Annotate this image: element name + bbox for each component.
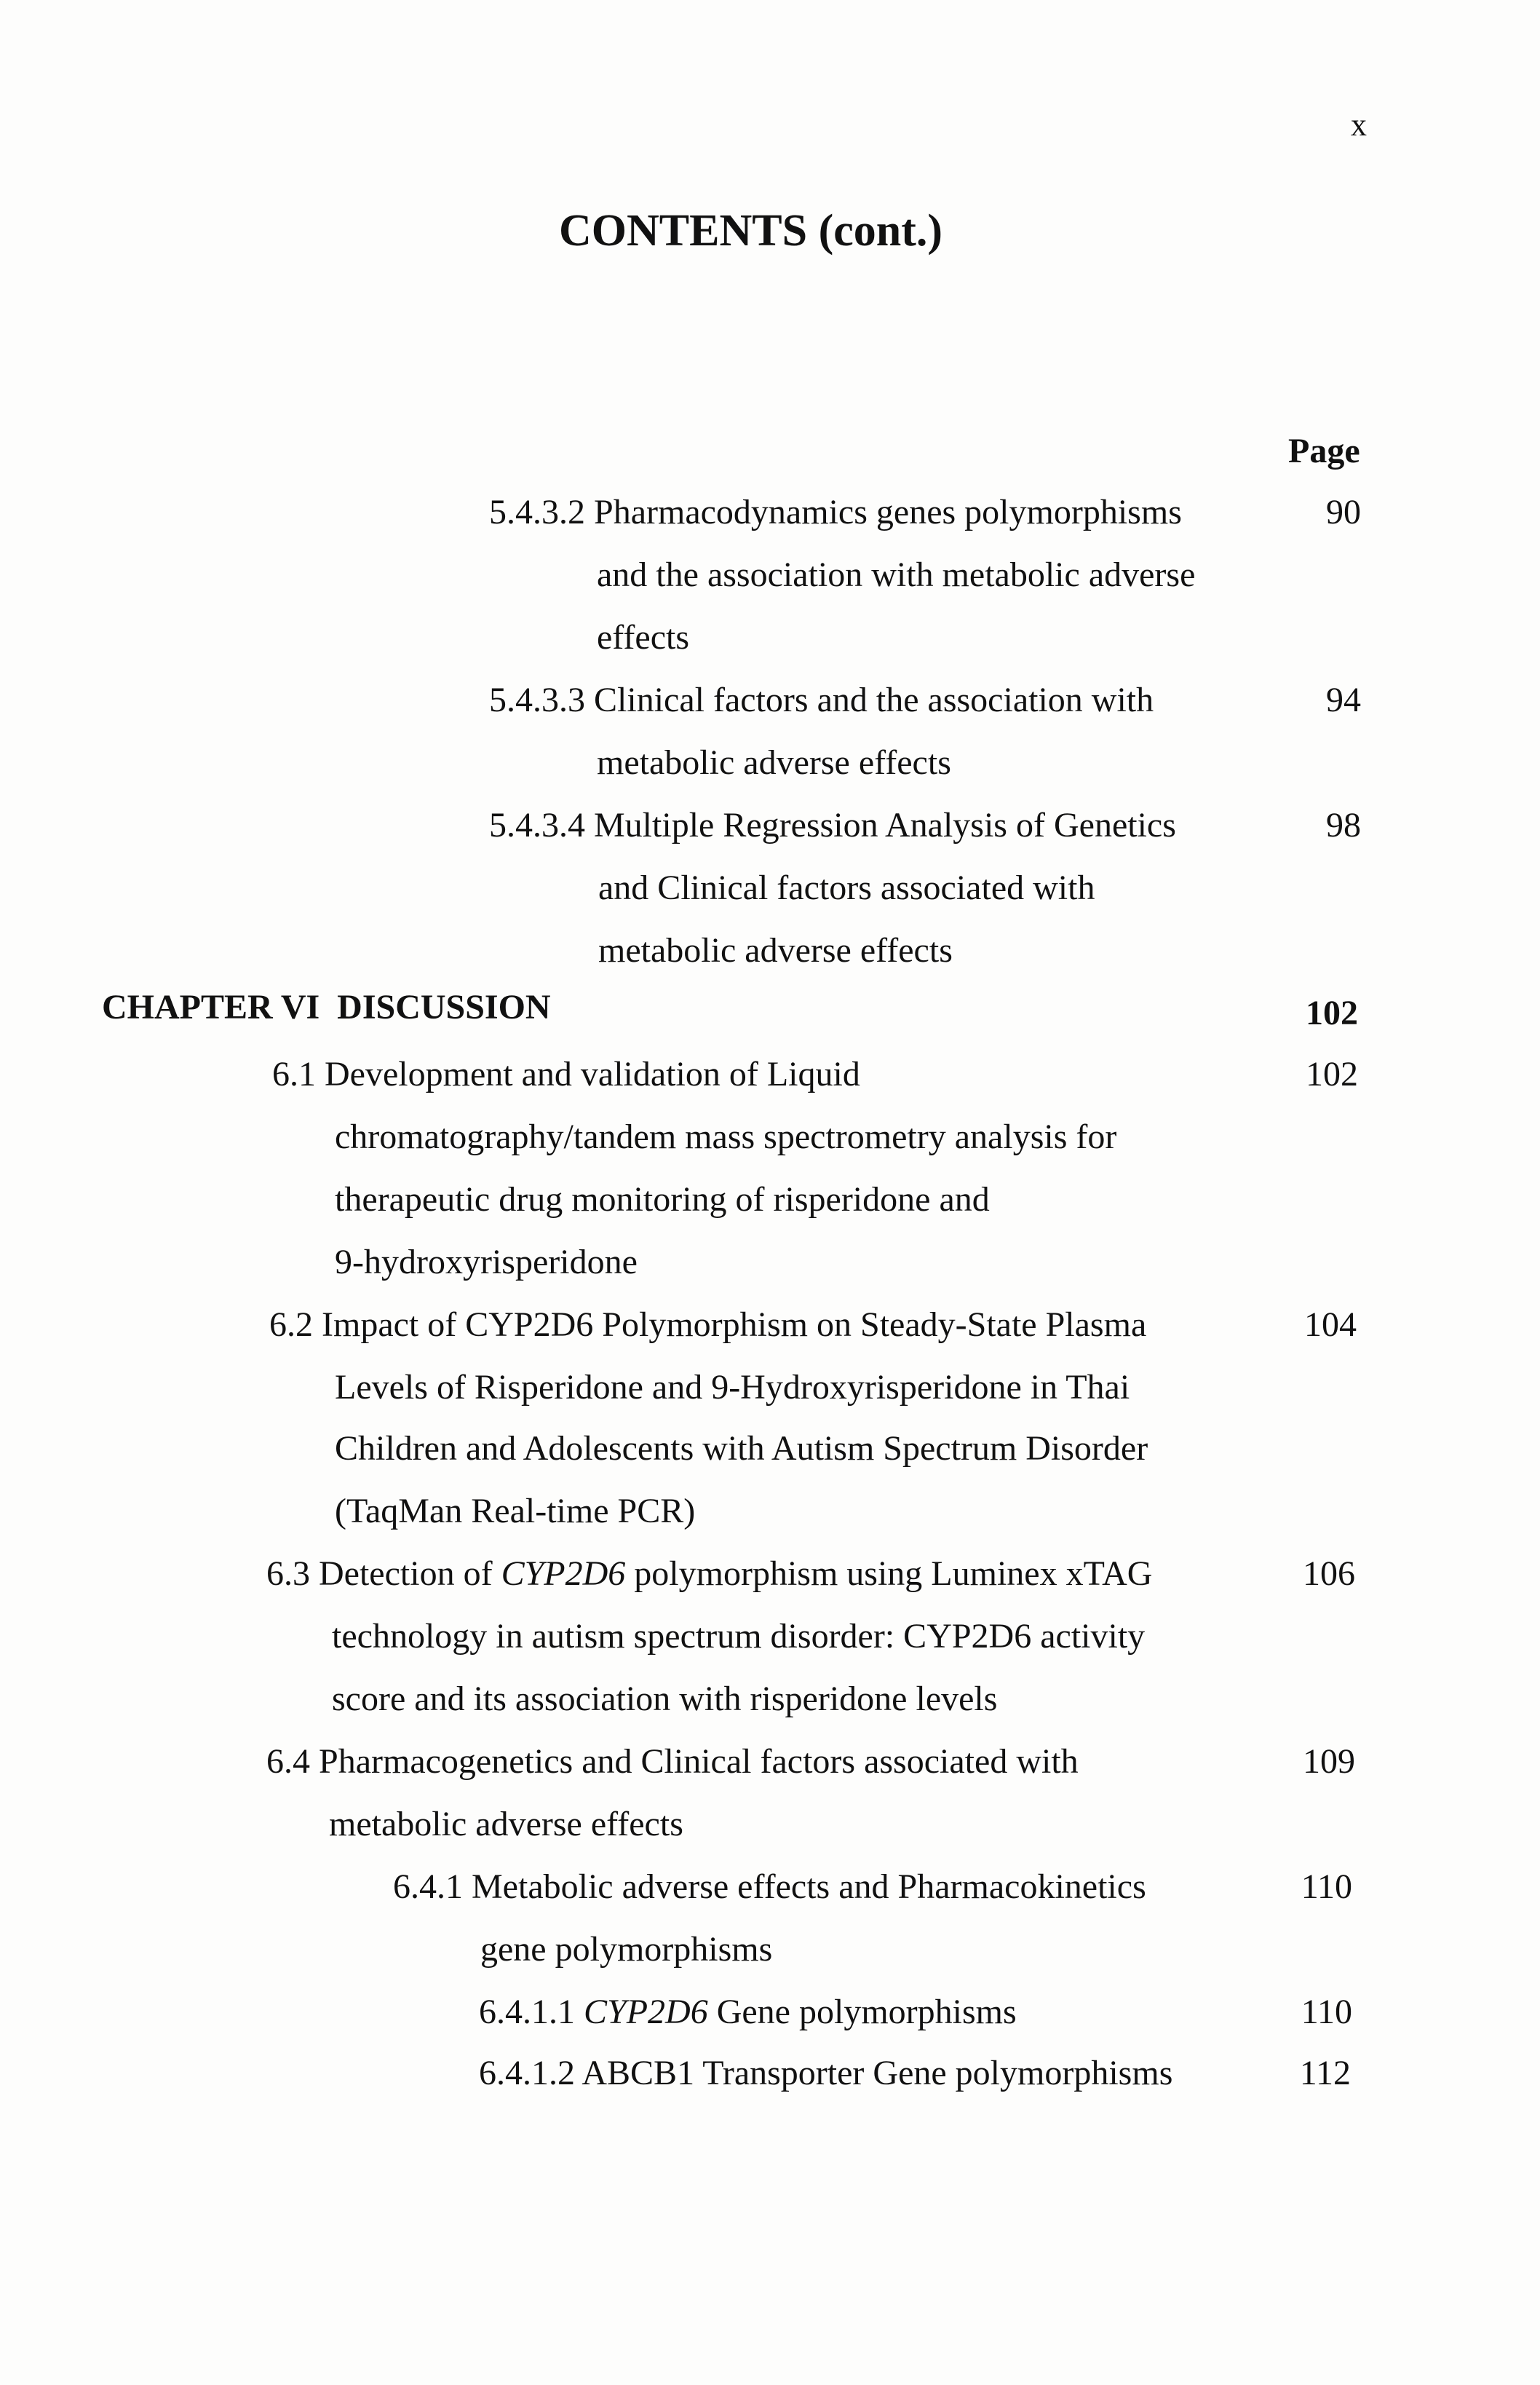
toc-entry-line: therapeutic drug monitoring of risperidone and xyxy=(335,1180,990,1219)
toc-entry-line: 6.1 Development and validation of Liquid xyxy=(272,1055,860,1093)
toc-entry-page: 106 xyxy=(1303,1554,1355,1593)
chapter-heading: CHAPTER VI DISCUSSION xyxy=(102,988,551,1027)
toc-entry-page: 98 xyxy=(1326,806,1361,845)
toc-entry-line: 5.4.3.4 Multiple Regression Analysis of Genetics xyxy=(489,806,1176,845)
toc-entry-page: 110 xyxy=(1301,1867,1352,1906)
toc-entry-line xyxy=(266,1554,1152,1594)
page-column-header: Page xyxy=(1288,432,1360,470)
toc-entry-line: effects xyxy=(597,618,690,657)
toc-entry-line: and the association with metabolic adverse xyxy=(597,555,1196,594)
toc-entry-page: 110 xyxy=(1301,1993,1352,2031)
toc-entry-line: score and its association with risperidone levels xyxy=(332,1680,998,1718)
toc-entry-line: 9-hydroxyrisperidone xyxy=(335,1243,638,1281)
toc-entry-line: metabolic adverse effects xyxy=(598,931,953,970)
toc-entry-line: Children and Adolescents with Autism Spectrum Disorder xyxy=(335,1429,1148,1468)
toc-entry-line: chromatography/tandem mass spectrometry analysis for xyxy=(335,1118,1117,1156)
gene-name-italic: CYP2D6 xyxy=(501,1554,626,1593)
toc-entry-line: 6.4.1 Metabolic adverse effects and Pharmacokinetics xyxy=(393,1867,1146,1906)
toc-text: polymorphism using Luminex xTAG xyxy=(625,1554,1153,1593)
toc-entry-line: metabolic adverse effects xyxy=(597,743,951,782)
toc-entry-page: 112 xyxy=(1299,2054,1351,2092)
toc-entry-line: 6.2 Impact of CYP2D6 Polymorphism on Steady-State Plasma xyxy=(269,1305,1147,1344)
toc-entry-line: gene polymorphisms xyxy=(480,1930,773,1969)
toc-text: Gene polymorphisms xyxy=(707,1993,1017,2031)
toc-entry-line: 6.4 Pharmacogenetics and Clinical factors associated with xyxy=(266,1742,1079,1781)
toc-text: 6.3 Detection of xyxy=(266,1554,501,1593)
toc-entry-line: metabolic adverse effects xyxy=(329,1805,683,1843)
page-number: x xyxy=(1351,107,1367,143)
page-title: CONTENTS (cont.) xyxy=(559,206,943,256)
toc-entry-page: 102 xyxy=(1306,994,1358,1032)
gene-name-italic: CYP2D6 xyxy=(584,1993,708,2031)
toc-entry-line: Levels of Risperidone and 9-Hydroxyrisperidone in Thai xyxy=(335,1368,1130,1407)
toc-entry-page: 102 xyxy=(1306,1055,1358,1093)
toc-entry-page: 109 xyxy=(1303,1742,1355,1781)
toc-entry-line: 5.4.3.3 Clinical factors and the association with xyxy=(489,681,1154,719)
toc-entry-line: and Clinical factors associated with xyxy=(598,869,1095,907)
toc-entry-page: 90 xyxy=(1326,493,1361,531)
toc-entry-line: (TaqMan Real-time PCR) xyxy=(335,1492,696,1530)
toc-entry-line xyxy=(479,1992,1017,2032)
toc-entry-line: 5.4.3.2 Pharmacodynamics genes polymorphisms xyxy=(489,493,1182,531)
toc-entry-line: 6.4.1.2 ABCB1 Transporter Gene polymorphisms xyxy=(479,2054,1173,2092)
toc-entry-line: technology in autism spectrum disorder: CYP2D6 activity xyxy=(332,1617,1146,1656)
toc-text: 6.4.1.1 xyxy=(479,1993,584,2031)
toc-entry-page: 104 xyxy=(1304,1305,1357,1344)
toc-entry-page: 94 xyxy=(1326,681,1361,719)
